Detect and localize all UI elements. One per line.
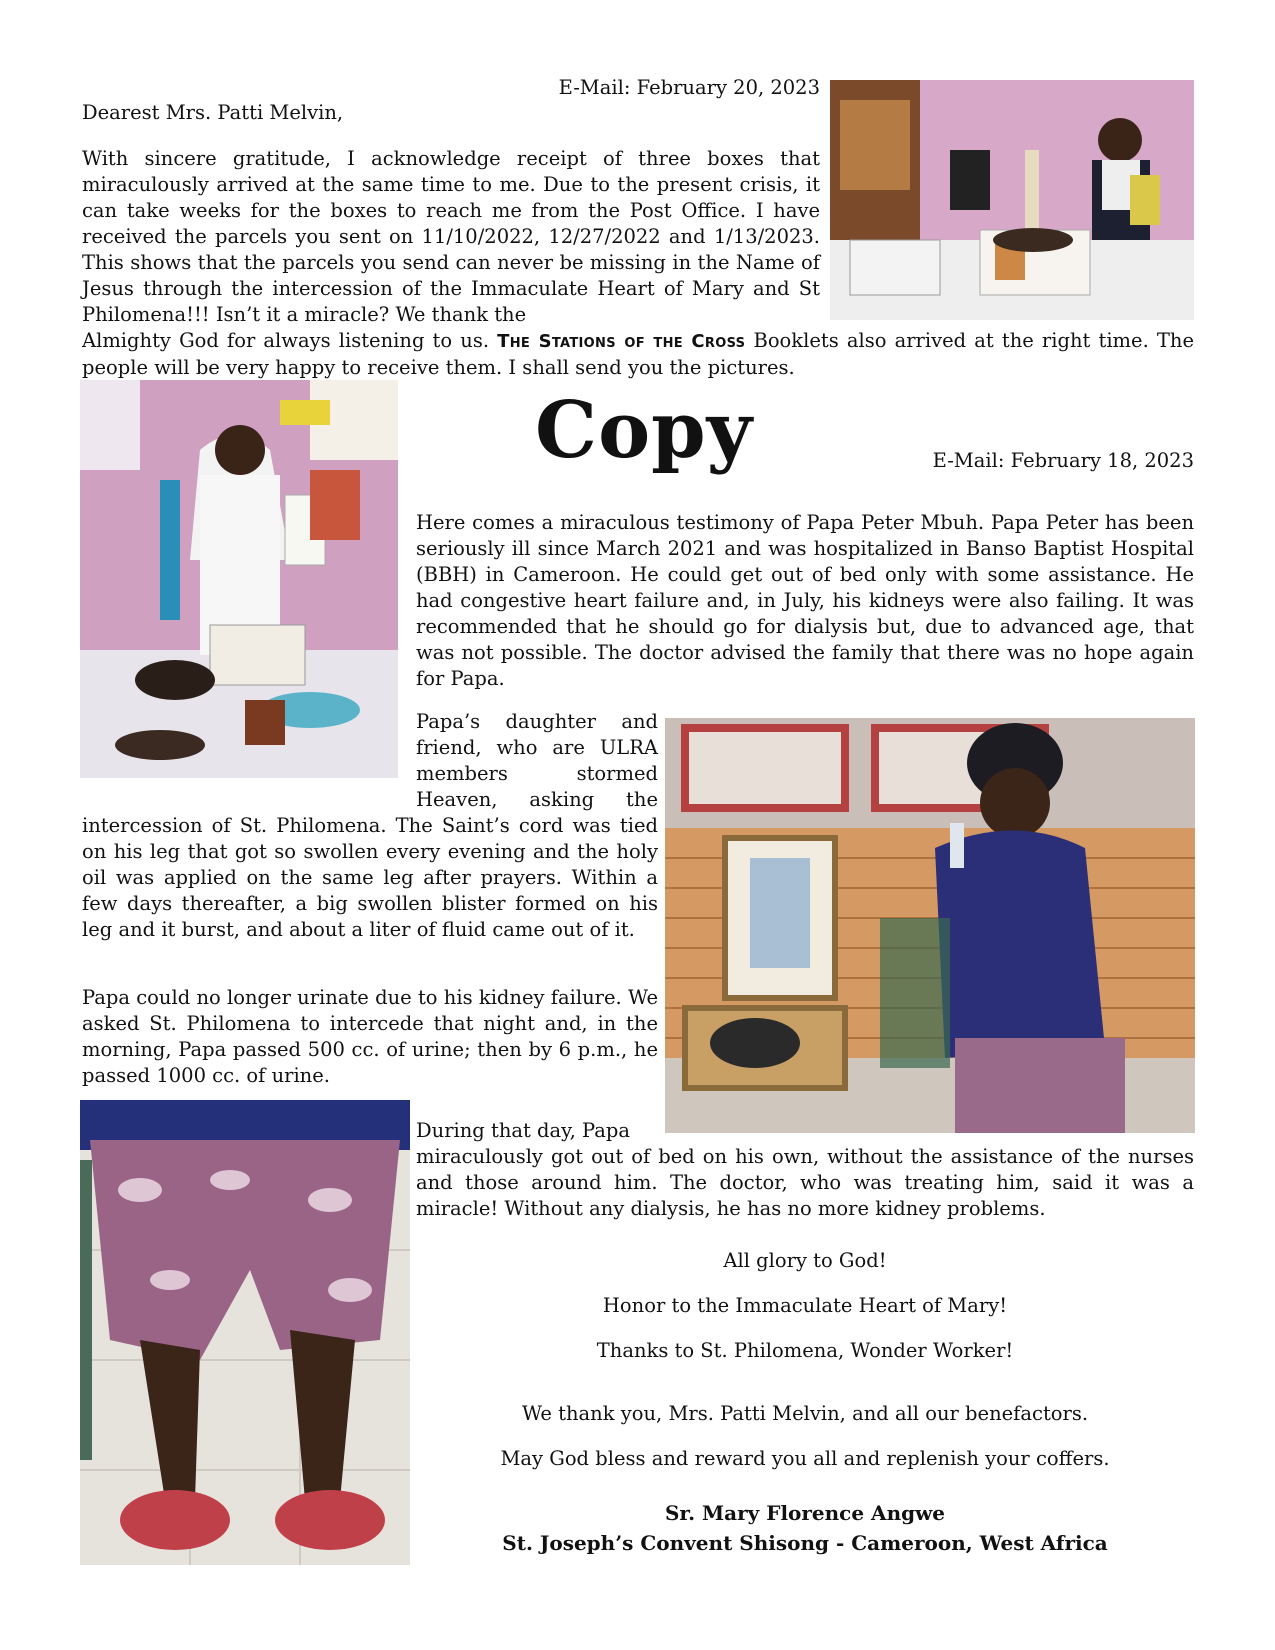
closing-thanks-philomena: Thanks to St. Philomena, Wonder Worker! — [596, 1339, 1014, 1362]
closing-thank-benefactors: We thank you, Mrs. Patti Melvin, and all our benefactors. — [521, 1402, 1089, 1425]
closing-honor-mary: Honor to the Immaculate Heart of Mary! — [602, 1294, 1008, 1317]
letter1-date: E-Mail: February 20, 2023 — [558, 76, 820, 99]
stations-booklet-title: The Stations of the Cross — [497, 331, 746, 352]
photo-sister-unpacking — [830, 80, 1194, 320]
photo-papa-peter-legs — [80, 1100, 410, 1565]
photo-papa-peter-seated — [665, 718, 1195, 1133]
letter2-date: E-Mail: February 18, 2023 — [932, 449, 1194, 472]
letter1-salutation: Dearest Mrs. Patti Melvin, — [82, 101, 344, 124]
letter1-paragraph-b — [82, 328, 1194, 381]
closing-blessing: May God bless and reward you all and replenish your coffers. — [500, 1447, 1110, 1470]
letter2-paragraph-3: Papa could no longer urinate due to his kidney failure. We asked St. Philomena to intercede that night and, in the morning, Papa passed 500 cc. of urine; then by 6 p.m., he passed 1000 cc. of urine. — [82, 986, 658, 1087]
letter2-paragraph-2-rest: intercession of St. Philomena. The Saint’s cord was tied on his leg that got so swollen every evening and the holy oil was applied on the same leg after prayers. Within a few days thereafter, a big swollen blister formed on his leg and it burst, and about a liter of fluid came out of it. — [82, 814, 658, 941]
signature-place: St. Joseph’s Convent Shisong - Cameroon, West Africa — [502, 1531, 1108, 1555]
closing-glory-god: All glory to God! — [723, 1249, 887, 1272]
letter1-para-b-end: Booklets also arrived at the right time. The people will be very happy to receive them. I shall send you the pictures. — [82, 329, 1195, 379]
photo-sister-with-rosaries — [80, 380, 398, 778]
letter2-paragraph-4-rest: miraculously got out of bed on his own, without the assistance of the nurses and those around him. The doctor, who was treating him, said it was a miracle! Without any dialysis, he has no more kidney problems. — [416, 1145, 1194, 1220]
letter2-paragraph-2-top: Papa’s daughter and friend, who are ULRA members stormed Heaven, asking the — [416, 710, 658, 811]
letter2-paragraph-1: Here comes a miraculous testimony of Papa Peter Mbuh. Papa Peter has been seriously ill since March 2021 and was hospitalized in Banso Baptist Hospital (BBH) in Cameroon. He could get out of bed only with some assistance. He had congestive heart failure and, in July, his kidneys were also failing. It was recommended that he should go for dialysis but, due to advanced age, that was not possible. The doctor advised the family that there was no hope again for Papa. — [416, 511, 1194, 690]
letter2-paragraph-4-top: During that day, Papa — [416, 1119, 630, 1142]
copy-heading: Copy — [535, 385, 753, 476]
letter1-paragraph-a: With sincere gratitude, I acknowledge receipt of three boxes that miraculously arrived at the same time to me. Due to the present crisis, it can take weeks for the boxes to reach me from the Post Office. I have received the parcels you sent on 11/10/2022, 12/27/2022 and 1/13/2023. This shows that the parcels you send can never be missing in the Name of Jesus through the intercession of the Immaculate Heart of Mary and St Philomena!!! Isn’t it a miracle? We thank the — [82, 147, 820, 326]
letter1-para-b-start: Almighty God for always listening to us. — [82, 329, 490, 352]
signature-name: Sr. Mary Florence Angwe — [664, 1501, 946, 1525]
